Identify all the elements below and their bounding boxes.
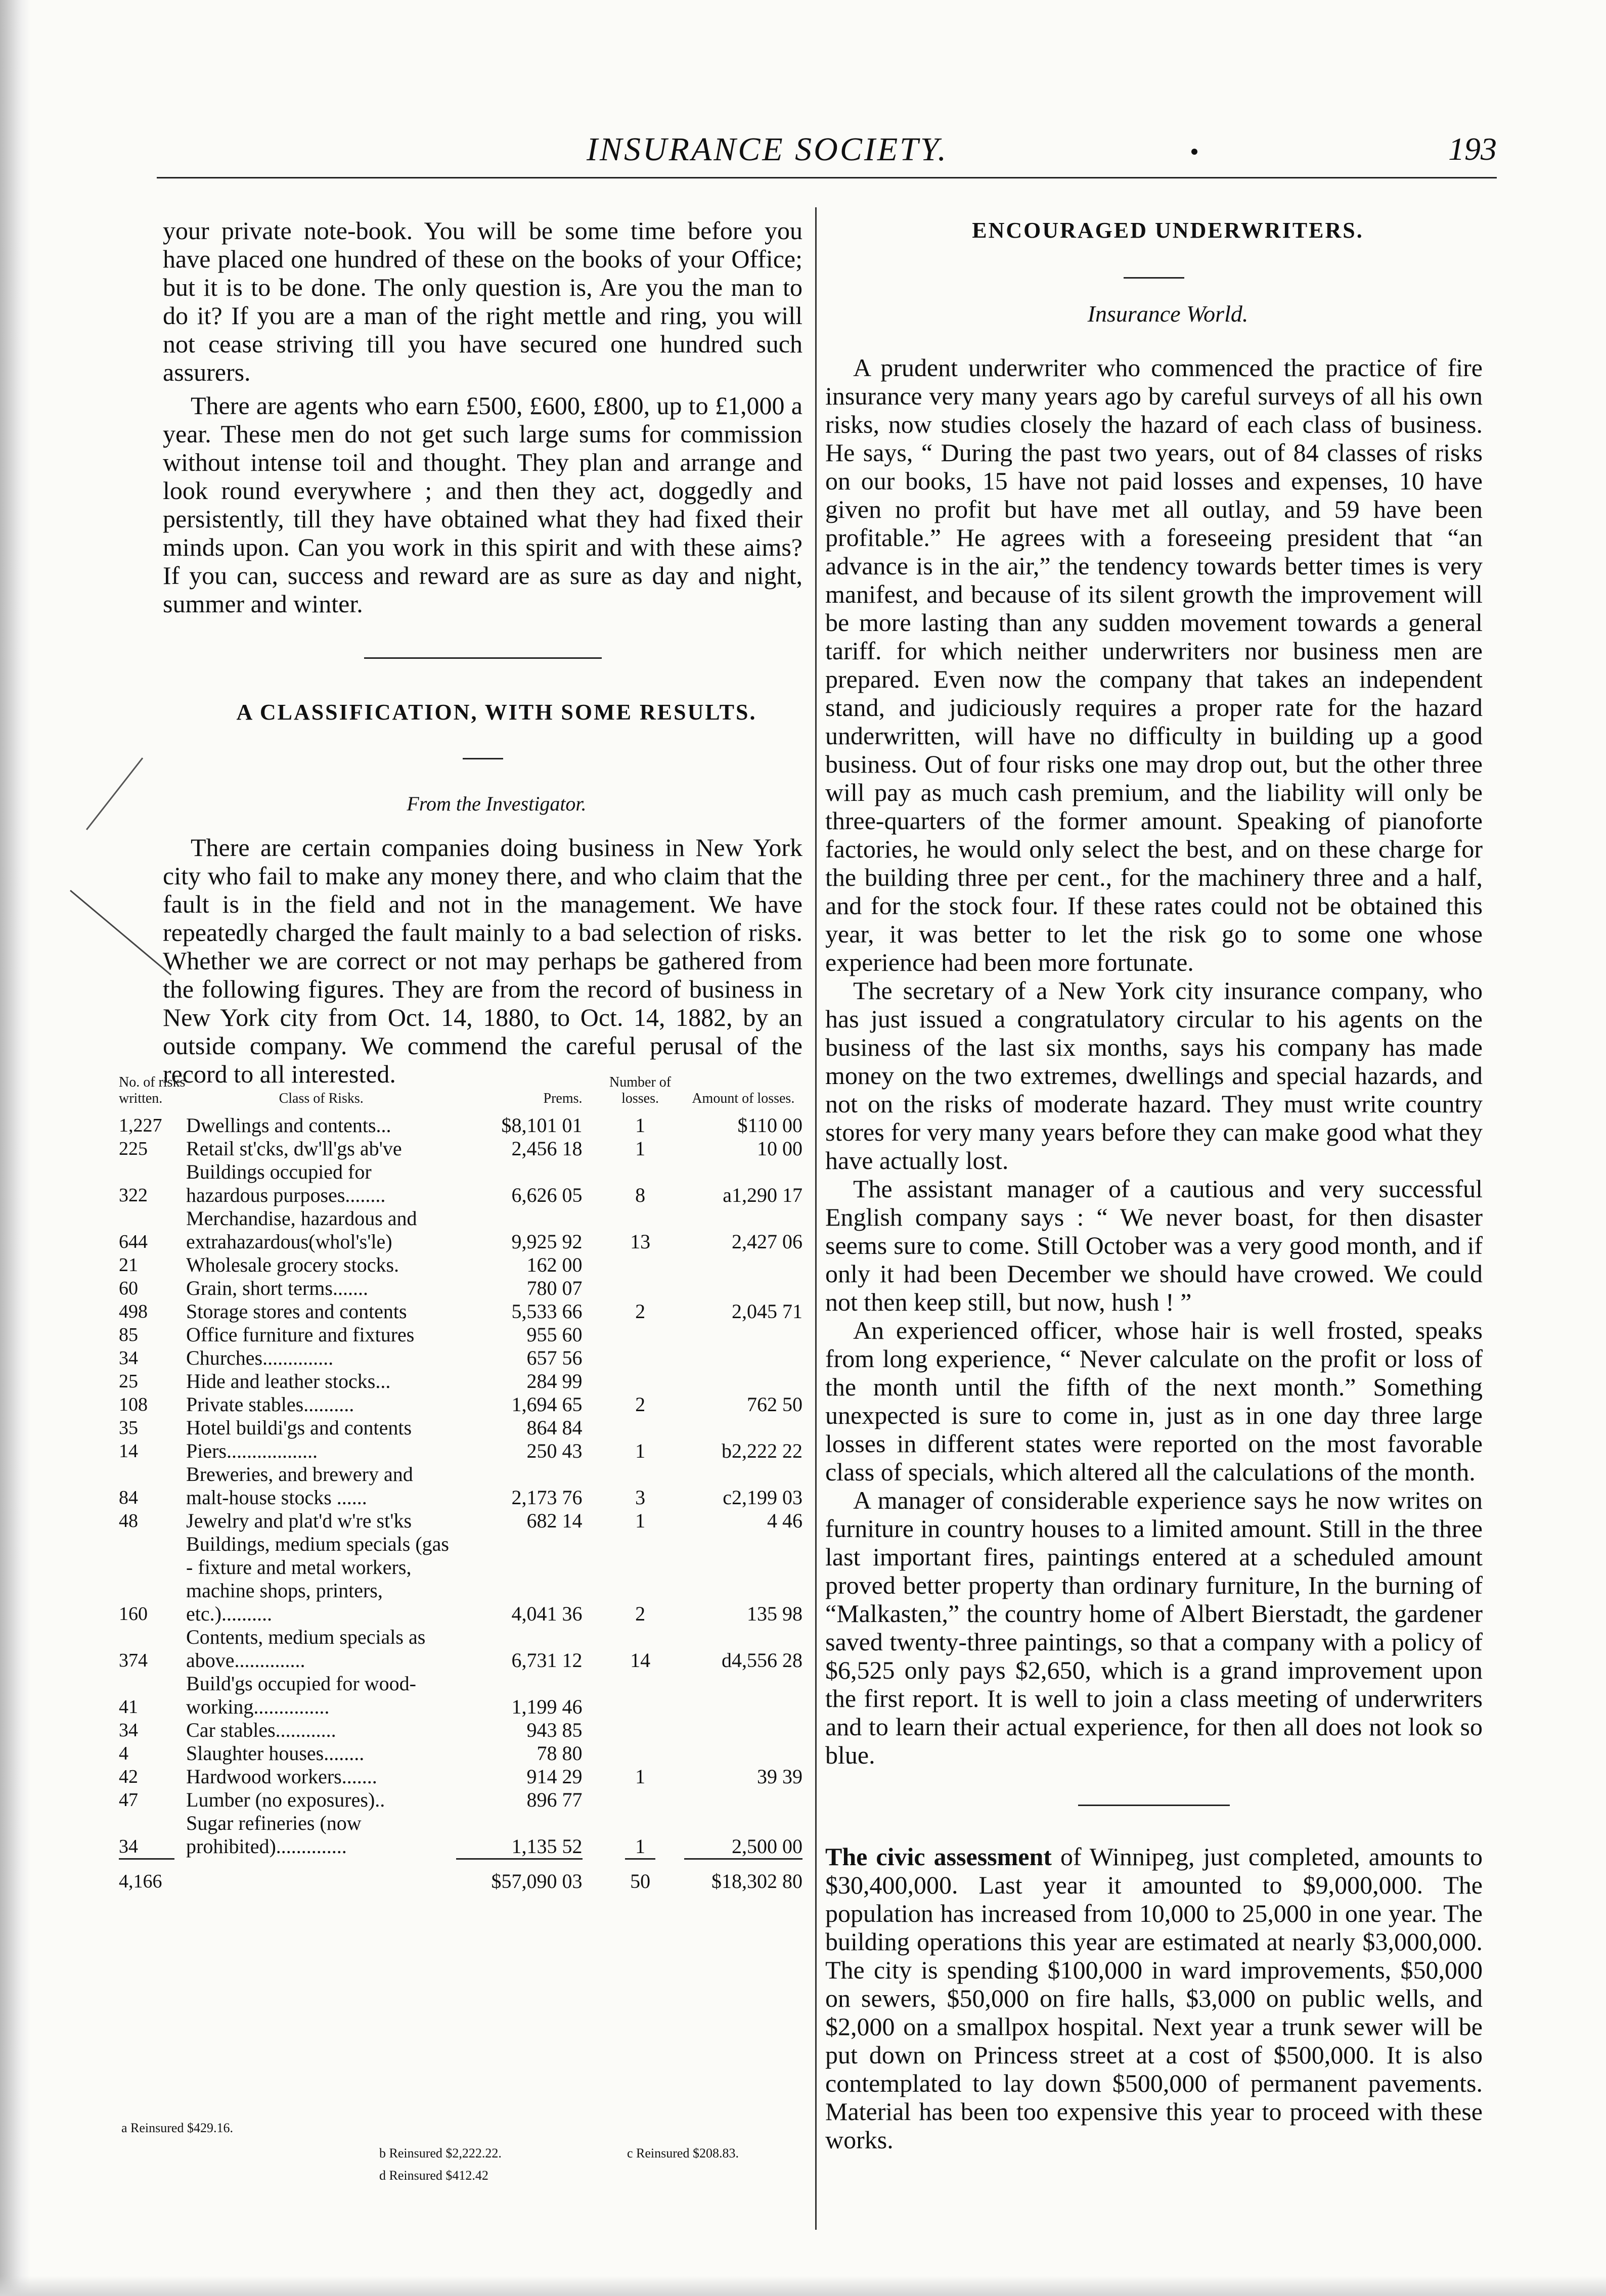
paragraph: The assistant manager of a cautious and very successful English company says : “ We never boast, for then disaster seems sure to come. Still October was a very good month, and if only it had been December we should have crowed. We could not then keep still, but now, hush ! ” xyxy=(825,1175,1483,1316)
risk-count: 225 xyxy=(119,1138,148,1159)
loss-amount xyxy=(684,1416,802,1439)
risk-class: Buildings, medium specials (gas - fixture and metal workers, machine shops, printers, etc.).......... xyxy=(186,1533,449,1625)
table-row xyxy=(119,1742,802,1765)
premium: 914 29 xyxy=(526,1765,583,1788)
premium: 1,199 46 xyxy=(511,1695,583,1718)
table-row xyxy=(119,1137,802,1160)
premium: 780 07 xyxy=(526,1277,583,1299)
risk-count: 48 xyxy=(119,1510,138,1532)
premium: 657 56 xyxy=(526,1346,583,1369)
premium: 6,626 05 xyxy=(511,1184,583,1206)
risk-count: 25 xyxy=(119,1371,138,1392)
table-row xyxy=(119,1346,802,1370)
risk-count: 60 xyxy=(119,1278,138,1299)
risk-count: 41 xyxy=(119,1696,138,1718)
risk-class: Car stables............ xyxy=(186,1719,336,1741)
page-header xyxy=(167,126,1497,167)
loss-count: 13 xyxy=(630,1230,651,1253)
loss-amount xyxy=(684,1742,802,1765)
risk-count: 35 xyxy=(119,1417,138,1438)
risk-count: 85 xyxy=(119,1324,138,1345)
table-row xyxy=(119,1393,802,1416)
article-source: Insurance World. xyxy=(1087,301,1248,327)
loss-amount: 2,500 00 xyxy=(732,1835,802,1858)
page-bottom-shadow xyxy=(0,2276,1606,2296)
loss-amount: 2,427 06 xyxy=(732,1230,802,1253)
risk-count: 4 xyxy=(119,1743,128,1764)
header-rule xyxy=(157,177,1497,178)
risk-class: Hide and leather stocks... xyxy=(186,1370,391,1392)
risk-class: Hotel buildi'gs and contents xyxy=(186,1416,412,1439)
risk-count: 1,227 xyxy=(119,1115,162,1136)
table-row xyxy=(119,1114,802,1137)
premium: 284 99 xyxy=(526,1370,583,1392)
loss-count xyxy=(597,1672,684,1719)
risk-class: Hardwood workers....... xyxy=(186,1765,377,1788)
premium: 2,173 76 xyxy=(511,1486,583,1509)
risk-count: 21 xyxy=(119,1254,138,1276)
risk-class: Lumber (no exposures).. xyxy=(186,1788,385,1811)
loss-count xyxy=(597,1742,684,1765)
paragraph: An experienced officer, whose hair is well frosted, speaks from long experience, “ Never calculate on the profit or loss of the month until the fifth of the next month.” Something unexpected is sure to come in, just as in one day three large losses in different states were reported on the most favorable class of specials, which altered all the calculations of the month. xyxy=(825,1316,1483,1486)
table-row xyxy=(119,1253,802,1277)
col-header-prems: Prems. xyxy=(543,1091,583,1106)
loss-amount: 4 46 xyxy=(767,1509,802,1532)
risk-class: Jewelry and plat'd w're st'ks xyxy=(186,1509,412,1532)
total-prems: $57,090 03 xyxy=(491,1870,583,1893)
risk-class: Contents, medium specials as above.............. xyxy=(186,1626,426,1672)
paragraph: your private note-book. You will be some time before you have placed one hundred of these on the books of your Office; but it is to be done. The only question is, Are you the man to do it? If you are a man of the right mettle and ring, you will not cease striving till you have secured one hundred such assurers. xyxy=(163,216,802,386)
risk-count: 498 xyxy=(119,1301,148,1322)
table-row xyxy=(119,1509,802,1533)
table-row xyxy=(119,1626,802,1672)
loss-amount xyxy=(684,1672,802,1719)
risk-class: Retail st'cks, dw'll'gs ab've xyxy=(186,1137,402,1160)
risk-count: 322 xyxy=(119,1185,148,1206)
right-column xyxy=(825,202,1483,2154)
risk-class: Buildings occupied for hazardous purposes........ xyxy=(186,1160,386,1206)
loss-amount xyxy=(684,1323,802,1346)
loss-amount: a1,290 17 xyxy=(723,1184,802,1206)
paragraph: The secretary of a New York city insurance company, who has just issued a congratulatory circular to his agents on the business of the last six months, says his company has made money on the two extremes, dwellings and special hazards, and not on the risks of moderate hazard. They must write country stores for very many years before they can make good what they have actually lost. xyxy=(825,976,1483,1175)
table-row xyxy=(119,1323,802,1346)
premium: $8,101 01 xyxy=(501,1114,583,1137)
loss-amount xyxy=(684,1719,802,1742)
col-header-no: No. of risks written. xyxy=(119,1074,186,1106)
risk-class: Churches.............. xyxy=(186,1346,334,1369)
risk-count: 42 xyxy=(119,1766,138,1787)
risk-class: Sugar refineries (now prohibited).............. xyxy=(186,1812,362,1858)
page-number: 193 xyxy=(1448,131,1497,167)
article-source: From the Investigator. xyxy=(407,792,587,815)
loss-amount: c2,199 03 xyxy=(723,1486,802,1509)
paragraph: A manager of considerable experience says he now writes on furniture in country houses to a limited amount. Still in the three last important fires, paintings entered at a scheduled amount proved better property than ordinary furniture, In the burning of “Malkasten,” the country home of Albert Bierstadt, the gardener saved twenty-three paintings, so that a company with a policy of $6,525 only pays $2,650, which is a grand improvement upon the first report. It is well to join a class meeting of underwriters and to learn their actual experience, for then all does not look so blue. xyxy=(825,1486,1483,1769)
risk-class: Office furniture and fixtures xyxy=(186,1323,415,1346)
paragraph: A prudent underwriter who commenced the practice of fire insurance very many years ago by careful surveys of all his own risks, now studies closely the hazard of each class of business. He says, “ During the past two years, out of 84 classes of risks on our books, 15 have not paid losses and expenses, 10 have given no profit but have met all outlay, and 59 have been profitable.” He agrees with a foreseeing president that “an advance is in the air,” the tendency towards better times is very manifest, and because of its silent growth the improvement will be more lasting than any sudden movement towards a general tariff. for which neither underwriters nor business men are prepared. Even now the company that takes an independent stand, and judiciously requires a proper rate for the hazard underwritten, will have no difficulty in building up a good business. Out of four risks one may drop out, but the other three will pay as much cash premium, and the liability will only be three-quarters of the former amount. Speaking of pianoforte factories, he would only select the best, and on these charge for the building three per cent., for the machinery three and a half, and for the stock four. If these rates could not be obtained this year, it was better to let the risk go to some one whose experience had been more fortunate. xyxy=(825,353,1483,976)
premium: 864 84 xyxy=(526,1416,583,1439)
paragraph: There are certain companies doing business in New York city who fail to make any money there, and who claim that the fault is in the field and not in the management. We have repeatedly charged the fault mainly to a bad selection of risks. Whether we are correct or not may perhaps be gathered from the following figures. They are from the record of business in New York city from Oct. 14, 1880, to Oct. 14, 1882, by an outside company. We commend the careful perusal of the record to all interested. xyxy=(163,833,802,1088)
risk-count: 108 xyxy=(119,1394,148,1415)
premium: 78 80 xyxy=(537,1742,583,1765)
loss-amount xyxy=(684,1277,802,1300)
loss-amount xyxy=(684,1253,802,1277)
risk-class: Dwellings and contents... xyxy=(186,1114,391,1137)
premium: 162 00 xyxy=(526,1253,583,1276)
footnote-a: a Reinsured $429.16. xyxy=(121,2121,233,2135)
loss-amount: b2,222 22 xyxy=(722,1439,802,1462)
page-edge-shadow xyxy=(0,0,30,2296)
premium: 9,925 92 xyxy=(511,1230,583,1253)
premium: 2,456 18 xyxy=(511,1137,583,1160)
table-row xyxy=(119,1207,802,1253)
risk-count: 34 xyxy=(119,1836,138,1857)
risk-count: 34 xyxy=(119,1347,138,1369)
risk-count: 374 xyxy=(119,1650,148,1671)
risk-class: Private stables.......... xyxy=(186,1393,354,1416)
premium: 5,533 66 xyxy=(511,1300,583,1323)
pencil-mark xyxy=(86,757,143,830)
premium: 6,731 12 xyxy=(511,1649,583,1672)
col-header-amount: Amount of losses. xyxy=(692,1091,795,1106)
premium: 955 60 xyxy=(526,1323,583,1346)
table-row xyxy=(119,1672,802,1719)
table-row xyxy=(119,1788,802,1812)
column-divider xyxy=(815,207,817,2230)
loss-count: 1 xyxy=(635,1835,646,1858)
premium: 682 14 xyxy=(526,1509,583,1532)
article-title: A CLASSIFICATION, WITH SOME RESULTS. xyxy=(236,700,757,725)
loss-count: 1 xyxy=(635,1137,646,1160)
col-header-number: Number of losses. xyxy=(609,1074,672,1106)
left-column xyxy=(163,216,802,1088)
paragraph: There are agents who earn £500, £600, £800, up to £1,000 a year. These men do not get such large sums for commission without intense toil and thought. They plan and arrange and look round everywhere ; and then they act, doggedly and persistently, till they have obtained what they had fixed their minds upon. Can you work in this spirit and with these aims? If you can, success and reward are as sure as day and night, summer and winter. xyxy=(163,391,802,618)
table-row xyxy=(119,1812,802,1858)
table-row xyxy=(119,1370,802,1393)
loss-count xyxy=(597,1253,684,1277)
total-losses-amount: $18,302 80 xyxy=(711,1870,802,1893)
loss-amount: 762 50 xyxy=(747,1393,802,1416)
loss-amount: 10 00 xyxy=(757,1137,802,1160)
loss-count xyxy=(597,1277,684,1300)
loss-count: 2 xyxy=(635,1393,646,1416)
loss-count: 2 xyxy=(635,1602,646,1625)
loss-amount xyxy=(684,1788,802,1812)
loss-count: 3 xyxy=(635,1486,646,1509)
loss-amount: 39 39 xyxy=(757,1765,802,1788)
total-risks: 4,166 xyxy=(119,1871,162,1892)
col-header-class: Class of Risks. xyxy=(279,1091,364,1106)
table-row xyxy=(119,1277,802,1300)
risk-class: Piers.................. xyxy=(186,1439,318,1462)
risk-class: Slaughter houses........ xyxy=(186,1742,365,1765)
loss-count xyxy=(597,1719,684,1742)
loss-amount xyxy=(684,1346,802,1370)
loss-count xyxy=(597,1788,684,1812)
risk-class: Merchandise, hazardous and extrahazardous(whol's'le) xyxy=(186,1207,417,1253)
loss-count: 1 xyxy=(635,1509,646,1532)
table-row xyxy=(119,1533,802,1626)
risk-count: 47 xyxy=(119,1789,138,1811)
loss-amount: d4,556 28 xyxy=(722,1649,802,1672)
table-row xyxy=(119,1416,802,1439)
loss-amount: 135 98 xyxy=(747,1602,802,1625)
risk-class: Breweries, and brewery and malt-house stocks ...... xyxy=(186,1463,413,1509)
loss-count xyxy=(597,1346,684,1370)
table-row xyxy=(119,1160,802,1207)
premium: 896 77 xyxy=(526,1788,583,1811)
loss-amount xyxy=(684,1370,802,1393)
loss-count: 1 xyxy=(635,1439,646,1462)
premium: 1,135 52 xyxy=(511,1835,583,1858)
loss-count: 1 xyxy=(635,1765,646,1788)
ink-dot xyxy=(1191,149,1197,155)
table-header-row xyxy=(119,1074,802,1114)
article-title: ENCOURAGED UNDERWRITERS. xyxy=(972,218,1364,243)
risk-class: Wholesale grocery stocks. xyxy=(186,1253,399,1276)
loss-count: 1 xyxy=(635,1114,646,1137)
risk-class: Storage stores and contents xyxy=(186,1300,407,1323)
pencil-mark xyxy=(70,890,171,975)
loss-count: 2 xyxy=(635,1300,646,1323)
table-row xyxy=(119,1765,802,1788)
loss-count xyxy=(597,1323,684,1346)
loss-count xyxy=(597,1416,684,1439)
loss-amount: $110 00 xyxy=(737,1114,802,1137)
table-row xyxy=(119,1463,802,1509)
paragraph-text: of Winnipeg, just completed, amounts to $30,400,000. Last year it amounted to $9,000,000. The population has increased from 10,000 to 25,000 in one year. The building operations this year are estimated at nearly $3,000,000. The city is spending $100,000 in ward improvements, $50,000 on sewers, $50,000 on fire halls, $3,000 on public wells, and $2,000 on a smallpox hospital. Next year a trunk sewer will be put down on Princess street at a cost of $500,000. It is also contemplated to lay down $500,000 of permanent pavements. Material has been too expensive this year to proceed with these works. xyxy=(825,1842,1483,2154)
risk-class: Build'gs occupied for wood-working............... xyxy=(186,1672,416,1718)
footnote-b: b Reinsured $2,222.22. xyxy=(379,2146,502,2160)
loss-amount: 2,045 71 xyxy=(732,1300,802,1323)
risk-class: Grain, short terms....... xyxy=(186,1277,368,1299)
footnote-d: d Reinsured $412.42 xyxy=(379,2168,488,2183)
totals-row xyxy=(119,1860,802,1893)
risk-classification-table xyxy=(119,1074,802,1893)
risk-count: 14 xyxy=(119,1440,138,1462)
table-row xyxy=(119,1300,802,1323)
premium: 943 85 xyxy=(526,1719,583,1741)
risk-count: 34 xyxy=(119,1720,138,1741)
loss-count xyxy=(597,1370,684,1393)
premium: 4,041 36 xyxy=(511,1602,583,1625)
winnipeg-paragraph xyxy=(825,1842,1483,2154)
risk-count: 84 xyxy=(119,1487,138,1508)
table-row xyxy=(119,1719,802,1742)
lead-in: The civic assessment xyxy=(825,1842,1052,1871)
footnote-c: c Reinsured $208.83. xyxy=(627,2146,739,2160)
risk-count: 644 xyxy=(119,1231,148,1252)
loss-count: 14 xyxy=(630,1649,651,1672)
total-losses-count: 50 xyxy=(630,1870,651,1893)
risk-count: 160 xyxy=(119,1603,148,1625)
premium: 250 43 xyxy=(526,1439,583,1462)
running-title: INSURANCE SOCIETY. xyxy=(587,131,948,168)
table-row xyxy=(119,1439,802,1463)
loss-count: 8 xyxy=(635,1184,646,1206)
premium: 1,694 65 xyxy=(511,1393,583,1416)
